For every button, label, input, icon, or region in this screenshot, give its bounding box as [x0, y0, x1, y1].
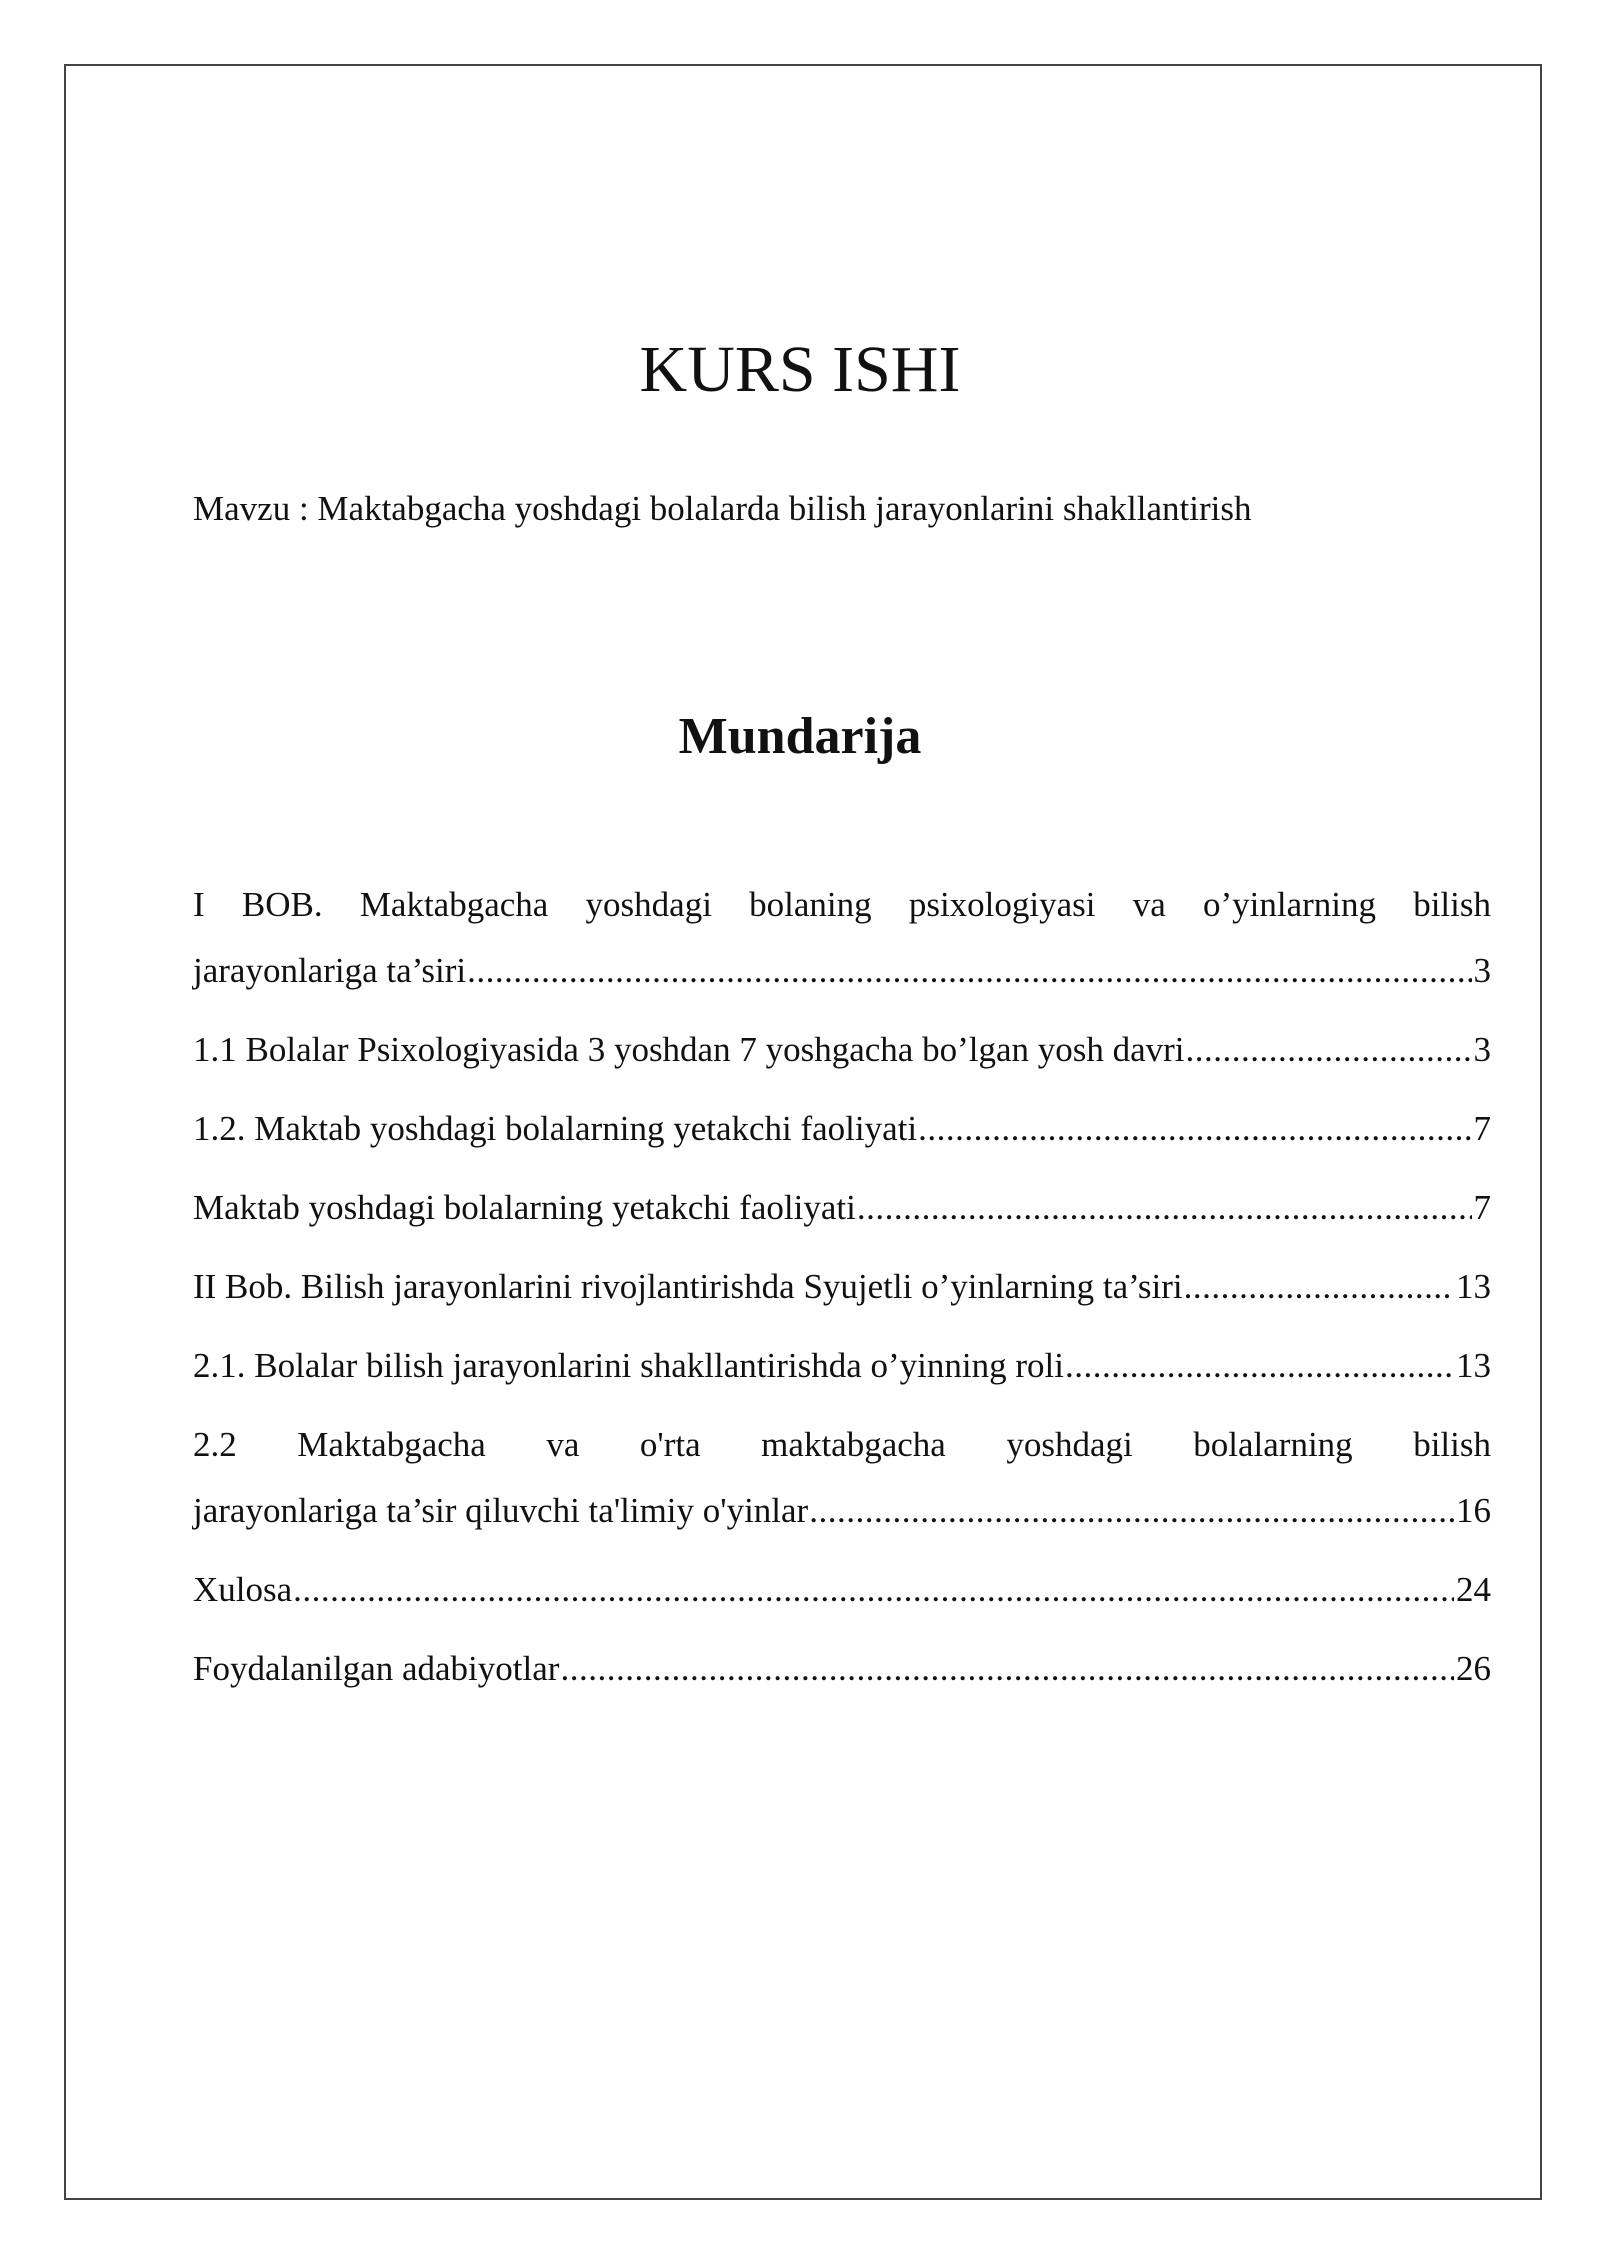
toc-entry-text: jarayonlariga ta’sir qiluvchi ta'limiy o'yinlar	[193, 1491, 809, 1530]
toc-entry-first-line: I BOB. Maktabgacha yoshdagi bolaning psixologiyasi va o’yinlarning bilish	[193, 885, 1491, 924]
toc-entry-text: 1.2. Maktab yoshdagi bolalarning yetakchi faoliyati	[193, 1109, 918, 1148]
toc-entry-chapter-2[interactable]	[193, 1254, 1491, 1320]
toc-page-number: 13	[1456, 1267, 1491, 1306]
toc-entry-text: Foydalanilgan adabiyotlar	[193, 1649, 560, 1688]
toc-entry-section-1-3[interactable]	[193, 1175, 1491, 1241]
table-of-contents	[193, 872, 1491, 1715]
toc-page-number: 7	[1473, 1188, 1491, 1227]
toc-page-number: 16	[1456, 1491, 1491, 1530]
toc-entry-text: Maktab yoshdagi bolalarning yetakchi faoliyati	[193, 1188, 856, 1227]
document-topic: Mavzu : Maktabgacha yoshdagi bolalarda bilish jarayonlarini shakllantirish	[193, 489, 1252, 528]
toc-leader-dots	[560, 1636, 1454, 1702]
toc-entry-text: 2.1. Bolalar bilish jarayonlarini shakllantirishda o’yinning roli	[193, 1346, 1064, 1385]
toc-page-number: 26	[1456, 1649, 1491, 1688]
toc-entry-conclusion[interactable]	[193, 1557, 1491, 1623]
toc-leader-dots	[918, 1096, 1471, 1162]
toc-leader-dots	[293, 1557, 1454, 1623]
toc-leader-dots	[1065, 1333, 1454, 1399]
toc-leader-dots	[809, 1478, 1454, 1544]
toc-entry-first-line: 2.2 Maktabgacha va o'rta maktabgacha yoshdagi bolalarning bilish	[193, 1425, 1491, 1464]
toc-heading: Mundarija	[678, 708, 922, 765]
toc-page-number: 7	[1473, 1109, 1491, 1148]
toc-entry-section-1-2[interactable]	[193, 1096, 1491, 1162]
toc-entry-section-2-1[interactable]	[193, 1333, 1491, 1399]
toc-page-number: 24	[1456, 1570, 1491, 1609]
toc-leader-dots	[1184, 1254, 1454, 1320]
toc-entry-text: 1.1 Bolalar Psixologiyasida 3 yoshdan 7 yoshgacha bo’lgan yosh davri	[193, 1030, 1185, 1069]
document-title: KURS ISHI	[639, 333, 961, 406]
toc-leader-dots	[467, 938, 1471, 1004]
toc-entry-text: jarayonlariga ta’siri	[193, 951, 467, 990]
toc-entry-references[interactable]	[193, 1636, 1491, 1702]
toc-page-number: 3	[1473, 1030, 1491, 1069]
toc-leader-dots	[857, 1175, 1472, 1241]
toc-entry-text: II Bob. Bilish jarayonlarini rivojlantirishda Syujetli o’yinlarning ta’siri	[193, 1267, 1183, 1306]
toc-entry-text: Xulosa	[193, 1570, 293, 1609]
toc-entry-section-1-1[interactable]	[193, 1017, 1491, 1083]
toc-leader-dots	[1186, 1017, 1472, 1083]
toc-entry-section-2-2[interactable]	[193, 1412, 1491, 1544]
toc-page-number: 3	[1473, 951, 1491, 990]
toc-entry-chapter-1[interactable]	[193, 872, 1491, 1004]
toc-page-number: 13	[1456, 1346, 1491, 1385]
